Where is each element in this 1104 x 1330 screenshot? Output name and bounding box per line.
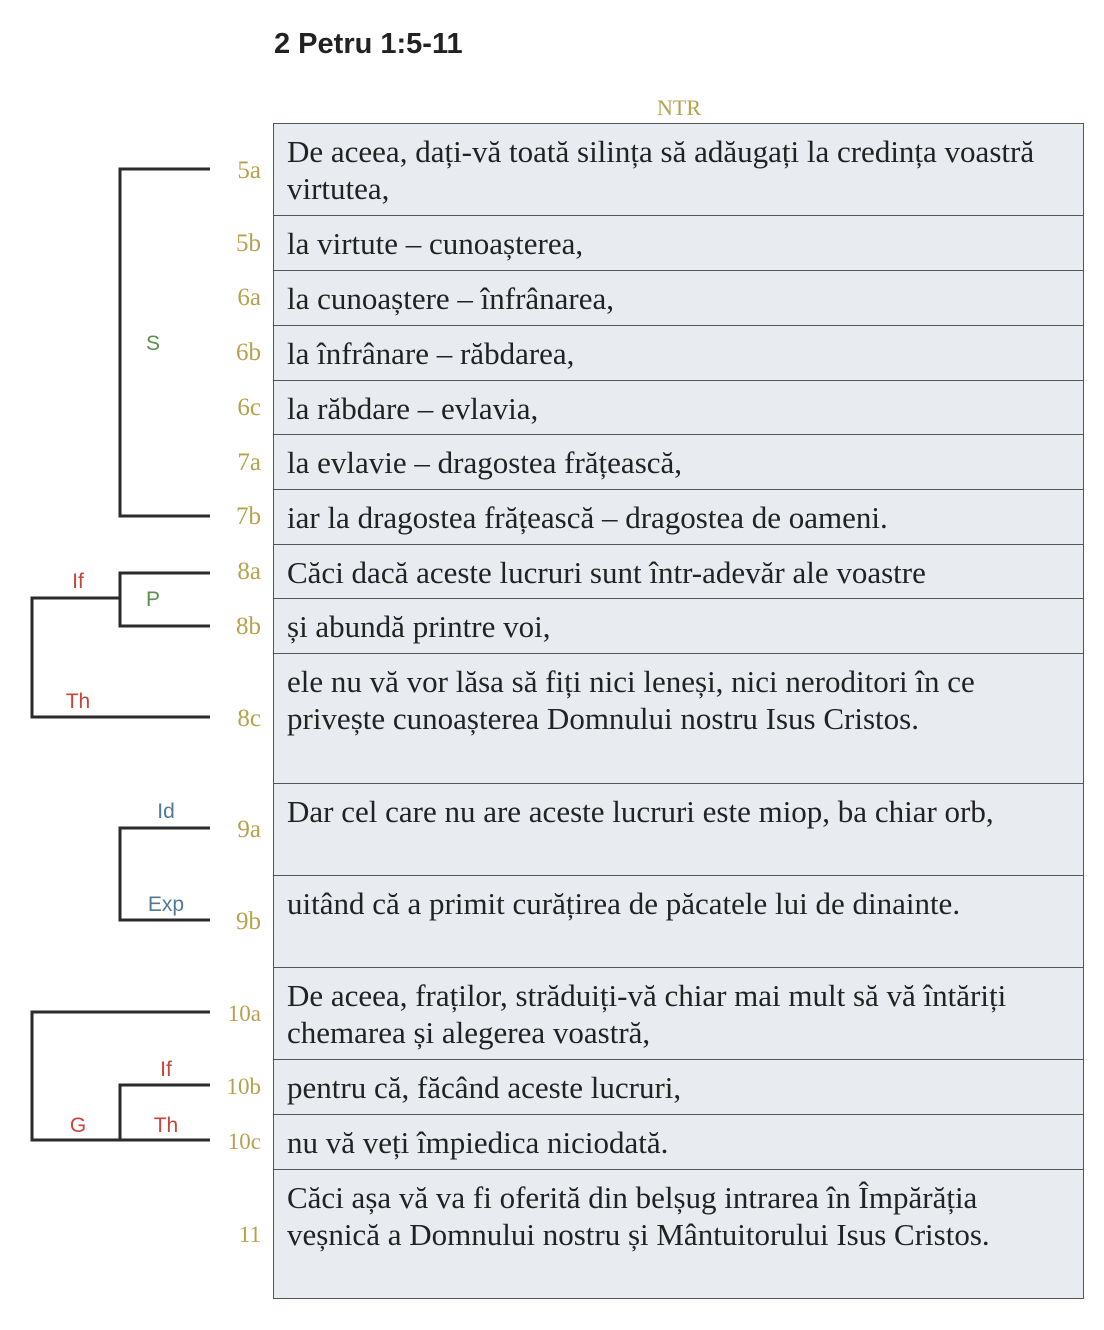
series-bracket [120,169,210,516]
verse-row-5a: De aceea, dați-vă toată silința să adăugați la credința voastră virtutea, [274,124,1083,216]
progression-label: P [145,588,161,611]
verse-row-8b: și abundă printre voi, [274,599,1083,654]
verse-row-6b: la înfrânare – răbdarea, [274,326,1083,381]
inference-label: If [72,570,84,593]
verse-ref-9b: 9b [236,908,261,935]
verse-ref-7a: 7a [237,449,261,476]
verse-ref-7b: 7b [236,503,261,530]
verse-ref-10a: 10a [227,1001,261,1026]
discourse-bracket-diagram [0,0,272,1330]
idea-label: Id [157,800,175,823]
ground-label: G [69,1114,87,1137]
verse-ref-5b: 5b [236,230,261,257]
verse-row-10c: nu vă veți împiedica niciodată. [274,1115,1083,1170]
verse-row-7a: la evlavie – dragostea frățească, [274,435,1083,490]
verse-ref-8a: 8a [237,558,261,585]
verse-row-11: Căci așa vă va fi oferită din belșug intrarea în Împărăția veșnică a Domnului nostru și Mântuitorului Isus Cristos. [274,1170,1083,1299]
verse-row-7b: iar la dragostea frățească – dragostea de oameni. [274,490,1083,545]
verse-ref-6b: 6b [236,339,261,366]
thesis-label-2: Th [153,1114,179,1137]
verse-ref-9a: 9a [237,816,261,843]
verse-row-8c: ele nu vă vor lăsa să fiți nici leneși, nici neroditori în ce privește cunoașterea Domnului nostru Isus Cristos. [274,654,1083,784]
verse-ref-8c: 8c [237,705,261,732]
inference-label-2: If [160,1058,172,1081]
verse-ref-5a: 5a [237,157,261,184]
verse-ref-6a: 6a [237,284,261,311]
series-label: S [145,332,161,355]
verse-ref-8b: 8b [236,613,261,640]
verse-ref-11: 11 [238,1222,261,1247]
verse-row-10a: De aceea, fraților, străduiți-vă chiar mai mult să vă întăriți chemarea și alegerea voastră, [274,968,1083,1060]
verse-row-9a: Dar cel care nu are aceste lucruri este miop, ba chiar orb, [274,784,1083,876]
verse-table [273,123,1084,1299]
verse-ref-10c: 10c [227,1129,261,1154]
page-title: 2 Petru 1:5-11 [274,28,463,60]
verse-ref-6c: 6c [237,394,261,421]
verse-ref-10b: 10b [226,1074,261,1099]
verse-row-6c: la răbdare – evlavia, [274,381,1083,435]
verse-row-9b: uitând că a primit curățirea de păcatele lui de dinainte. [274,876,1083,968]
explanation-label: Exp [147,893,185,916]
progression-bracket [120,573,210,626]
verse-row-10b: pentru că, făcând aceste lucruri, [274,1060,1083,1115]
bible-version-label: NTR [657,95,701,120]
verse-row-5b: la virtute – cunoașterea, [274,216,1083,271]
verse-row-8a: Căci dacă aceste lucruri sunt într-adevăr ale voastre [274,545,1083,599]
verse-row-6a: la cunoaștere – înfrânarea, [274,271,1083,326]
thesis-label: Th [65,690,91,713]
